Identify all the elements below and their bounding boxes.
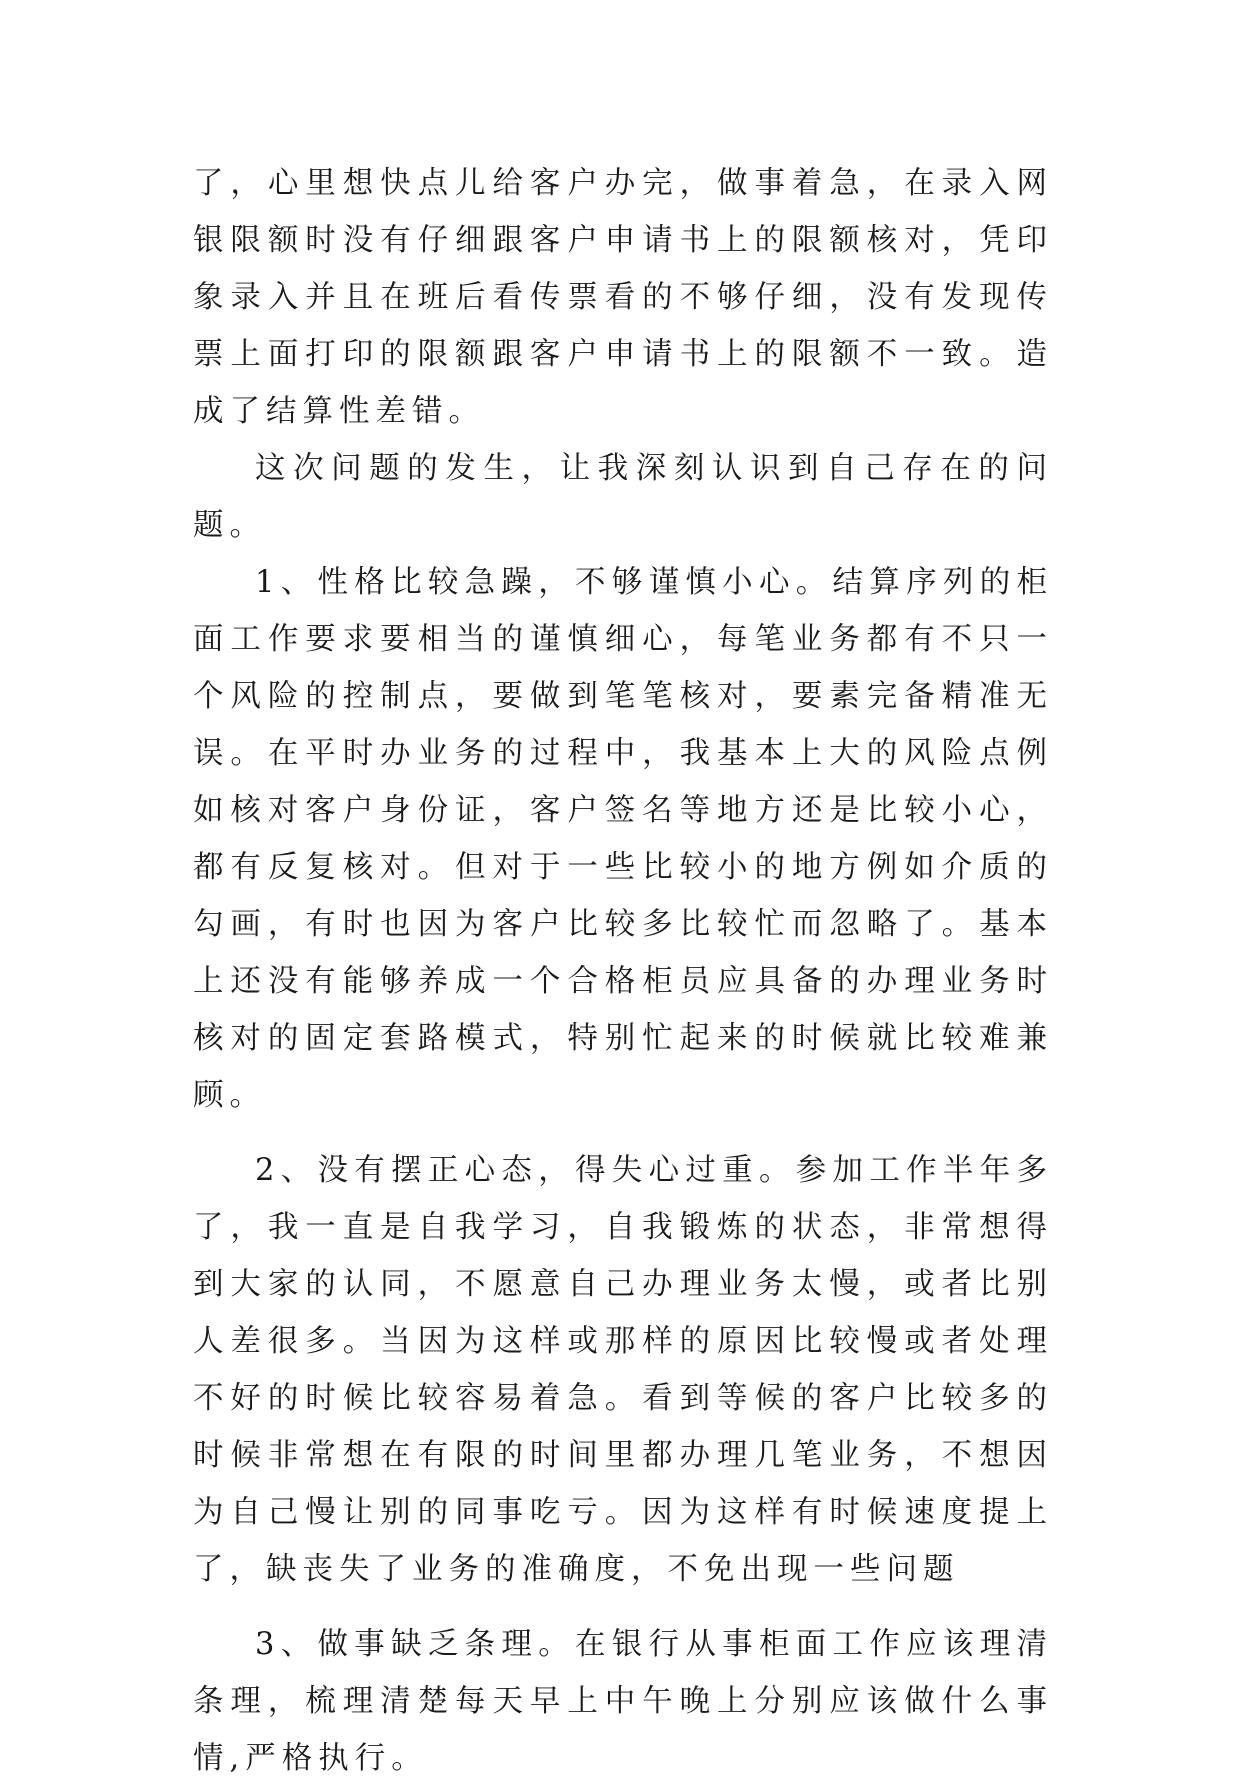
paragraph-point-2: 2、没有摆正心态，得失心过重。参加工作半年多了，我一直是自我学习，自我锻炼的状态，非常想得到大家的认同，不愿意自己办理业务太慢，或者比别人差很多。当因为这样或那样的原因比较慢或者处理不好的时候比较容易着急。看到等候的客户比较多的时候非常想在有限的时间里都办理几笔业务，不想因为自己慢让别的同事吃亏。因为这样有时候速度提上了，缺丧失了业务的准确度，不免出现一些问题: [193, 1153, 1053, 1587]
paragraph-intro: 这次问题的发生，让我深刻认识到自己存在的问题。: [193, 451, 1053, 543]
document-body: [193, 155, 1053, 1787]
paragraph-continuation: 了，心里想快点儿给客户办完，做事着急，在录入网银限额时没有仔细跟客户申请书上的限额核对，凭印象录入并且在班后看传票看的不够仔细，没有发现传票上面打印的限额跟客户申请书上的限额不一致。造成了结算性差错。: [193, 166, 1053, 429]
paragraph-point-3: 3、做事缺乏条理。在银行从事柜面工作应该理清条理，梳理清楚每天早上中午晚上分别应该做什么事情,严格执行。: [193, 1627, 1053, 1776]
paragraph-point-1: 1、性格比较急躁，不够谨慎小心。结算序列的柜面工作要求要相当的谨慎细心，每笔业务都有不只一个风险的控制点，要做到笔笔核对，要素完备精准无误。在平时办业务的过程中，我基本上大的风险点例如核对客户身份证，客户签名等地方还是比较小心，都有反复核对。但对于一些比较小的地方例如介质的勾画，有时也因为客户比较多比较忙而忽略了。基本上还没有能够养成一个合格柜员应具备的办理业务时核对的固定套路模式，特别忙起来的时候就比较难兼顾。: [193, 565, 1053, 1113]
